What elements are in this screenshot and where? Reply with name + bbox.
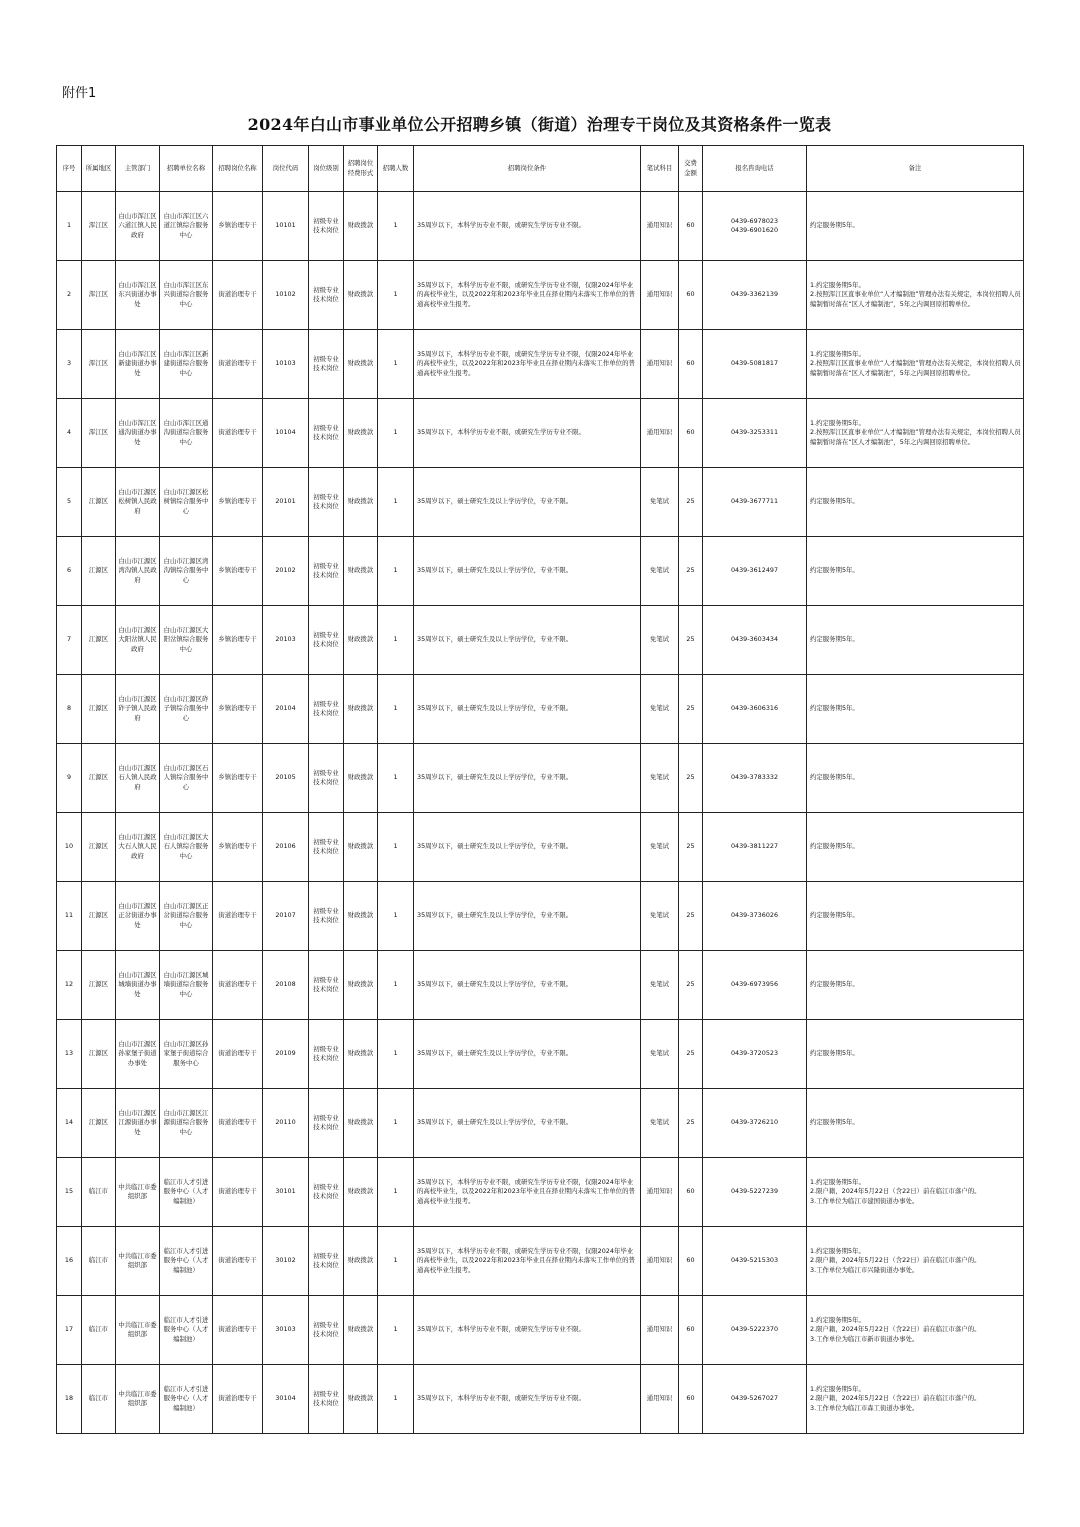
cell-level: 初级专业技术岗位 [309, 951, 344, 1020]
cell-unit: 白山市江源区石人镇综合服务中心 [160, 744, 213, 813]
cell-post-name: 乡镇治理专干 [213, 675, 263, 744]
cell-funding: 财政拨款 [344, 1089, 378, 1158]
cell-count: 1 [378, 744, 414, 813]
table-row [57, 399, 1024, 468]
cell-fee: 60 [679, 1296, 703, 1365]
cell-seq: 5 [57, 468, 82, 537]
cell-fee: 60 [679, 1365, 703, 1434]
cell-dept: 白山市浑江区新建街道办事处 [116, 330, 160, 399]
cell-area: 临江市 [82, 1365, 116, 1434]
cell-count: 1 [378, 1020, 414, 1089]
cell-unit: 白山市江源区湾沟镇综合服务中心 [160, 537, 213, 606]
cell-remarks: 约定服务期5年。 [807, 192, 1024, 261]
cell-dept: 中共临江市委组织部 [116, 1296, 160, 1365]
table-row [57, 1296, 1024, 1365]
header-conditions: 招聘岗位条件 [414, 146, 641, 192]
cell-post-name: 街道治理专干 [213, 1020, 263, 1089]
cell-post-name: 乡镇治理专干 [213, 192, 263, 261]
cell-phone: 0439-3811227 [703, 813, 807, 882]
cell-remarks: 1.约定服务期5年。 2.限户籍，2024年5月22日（含22日）前在临江市落户的。 3.工作单位为临江市建国街道办事处。 [807, 1158, 1024, 1227]
table-row [57, 1020, 1024, 1089]
cell-phone: 0439-6973956 [703, 951, 807, 1020]
cell-exam: 通用知识 [641, 261, 679, 330]
cell-conditions: 35周岁以下，硕士研究生及以上学历学位，专业不限。 [414, 468, 641, 537]
cell-funding: 财政拨款 [344, 192, 378, 261]
cell-area: 江源区 [82, 468, 116, 537]
cell-area: 江源区 [82, 675, 116, 744]
cell-remarks: 1.约定服务期5年。 2.按照浑江区直事业单位“人才编制池”管理办法有关规定，本岗位招聘人员编制暂时落在“区人才编制池”，5年之内调回原招聘单位。 [807, 399, 1024, 468]
cell-fee: 25 [679, 606, 703, 675]
header-remarks: 备注 [807, 146, 1024, 192]
cell-code: 20109 [263, 1020, 309, 1089]
cell-unit: 白山市江源区孙家堡子街道综合服务中心 [160, 1020, 213, 1089]
table-row [57, 537, 1024, 606]
cell-fee: 25 [679, 744, 703, 813]
cell-code: 10101 [263, 192, 309, 261]
table-row [57, 951, 1024, 1020]
cell-post-name: 街道治理专干 [213, 1365, 263, 1434]
cell-dept: 白山市江源区湾沟镇人民政府 [116, 537, 160, 606]
cell-area: 浑江区 [82, 330, 116, 399]
cell-exam: 通用知识 [641, 399, 679, 468]
cell-post-name: 乡镇治理专干 [213, 468, 263, 537]
cell-level: 初级专业技术岗位 [309, 813, 344, 882]
cell-unit: 白山市浑江区六道江镇综合服务中心 [160, 192, 213, 261]
cell-exam: 免笔试 [641, 1089, 679, 1158]
cell-funding: 财政拨款 [344, 261, 378, 330]
cell-remarks: 约定服务期5年。 [807, 744, 1024, 813]
cell-unit: 白山市江源区正岔街道综合服务中心 [160, 882, 213, 951]
cell-fee: 25 [679, 882, 703, 951]
cell-level: 初级专业技术岗位 [309, 330, 344, 399]
cell-seq: 2 [57, 261, 82, 330]
cell-phone: 0439-3783332 [703, 744, 807, 813]
cell-seq: 14 [57, 1089, 82, 1158]
cell-seq: 10 [57, 813, 82, 882]
cell-area: 临江市 [82, 1227, 116, 1296]
cell-area: 临江市 [82, 1296, 116, 1365]
cell-seq: 15 [57, 1158, 82, 1227]
cell-remarks: 约定服务期5年。 [807, 537, 1024, 606]
table-row [57, 1158, 1024, 1227]
cell-funding: 财政拨款 [344, 1296, 378, 1365]
cell-remarks: 1.约定服务期5年。 2.限户籍，2024年5月22日（含22日）前在临江市落户的。 3.工作单位为临江市森工街道办事处。 [807, 1365, 1024, 1434]
cell-dept: 白山市江源区松树镇人民政府 [116, 468, 160, 537]
cell-code: 20110 [263, 1089, 309, 1158]
table-row [57, 882, 1024, 951]
cell-exam: 通用知识 [641, 1158, 679, 1227]
cell-conditions: 35周岁以下，硕士研究生及以上学历学位，专业不限。 [414, 813, 641, 882]
table-row [57, 192, 1024, 261]
cell-code: 20106 [263, 813, 309, 882]
cell-level: 初级专业技术岗位 [309, 1365, 344, 1434]
cell-unit: 白山市浑江区东兴街道综合服务中心 [160, 261, 213, 330]
cell-unit: 临江市人才引进服务中心（人才编制池） [160, 1158, 213, 1227]
cell-fee: 25 [679, 813, 703, 882]
cell-area: 江源区 [82, 813, 116, 882]
cell-level: 初级专业技术岗位 [309, 1227, 344, 1296]
cell-conditions: 35周岁以下，本科学历专业不限，或研究生学历专业不限。 [414, 1365, 641, 1434]
header-post-name: 招聘岗位名称 [213, 146, 263, 192]
cell-remarks: 约定服务期5年。 [807, 951, 1024, 1020]
table-row [57, 1365, 1024, 1434]
cell-phone: 0439-6978023 0439-6901620 [703, 192, 807, 261]
cell-dept: 白山市浑江区通沟街道办事处 [116, 399, 160, 468]
cell-unit: 白山市江源区砟子镇综合服务中心 [160, 675, 213, 744]
cell-phone: 0439-3606316 [703, 675, 807, 744]
cell-seq: 4 [57, 399, 82, 468]
cell-count: 1 [378, 675, 414, 744]
cell-seq: 7 [57, 606, 82, 675]
table-row [57, 1089, 1024, 1158]
header-count: 招聘人数 [378, 146, 414, 192]
document-title: 2024年白山市事业单位公开招聘乡镇（街道）治理专干岗位及其资格条件一览表 [247, 115, 832, 134]
cell-unit: 白山市江源区松树镇综合服务中心 [160, 468, 213, 537]
table-row [57, 744, 1024, 813]
cell-level: 初级专业技术岗位 [309, 882, 344, 951]
cell-seq: 16 [57, 1227, 82, 1296]
cell-dept: 白山市江源区砟子镇人民政府 [116, 675, 160, 744]
cell-unit: 临江市人才引进服务中心（人才编制池） [160, 1227, 213, 1296]
cell-count: 1 [378, 1227, 414, 1296]
cell-count: 1 [378, 330, 414, 399]
cell-level: 初级专业技术岗位 [309, 468, 344, 537]
cell-seq: 1 [57, 192, 82, 261]
cell-unit: 白山市浑江区新建街道综合服务中心 [160, 330, 213, 399]
cell-funding: 财政拨款 [344, 1365, 378, 1434]
cell-funding: 财政拨款 [344, 882, 378, 951]
cell-exam: 通用知识 [641, 1365, 679, 1434]
cell-area: 浑江区 [82, 399, 116, 468]
cell-phone: 0439-3612497 [703, 537, 807, 606]
cell-seq: 13 [57, 1020, 82, 1089]
cell-code: 10104 [263, 399, 309, 468]
cell-count: 1 [378, 882, 414, 951]
cell-area: 江源区 [82, 1020, 116, 1089]
cell-unit: 白山市江源区江源街道综合服务中心 [160, 1089, 213, 1158]
cell-remarks: 约定服务期5年。 [807, 606, 1024, 675]
header-area: 所属地区 [82, 146, 116, 192]
cell-remarks: 1.约定服务期5年。 2.限户籍，2024年5月22日（含22日）前在临江市落户的。 3.工作单位为临江市兴隆街道办事处。 [807, 1227, 1024, 1296]
cell-level: 初级专业技术岗位 [309, 1089, 344, 1158]
table-row [57, 813, 1024, 882]
cell-post-name: 乡镇治理专干 [213, 537, 263, 606]
cell-unit: 白山市浑江区通沟街道综合服务中心 [160, 399, 213, 468]
cell-conditions: 35周岁以下，本科学历专业不限，或研究生学历专业不限，仅限2024年毕业的高校毕业生，以及2022年和2023年毕业且在择业期内未落实工作单位的普通高校毕业生报考。 [414, 1158, 641, 1227]
cell-count: 1 [378, 1089, 414, 1158]
cell-level: 初级专业技术岗位 [309, 675, 344, 744]
cell-conditions: 35周岁以下，硕士研究生及以上学历学位，专业不限。 [414, 882, 641, 951]
cell-conditions: 35周岁以下，本科学历专业不限，或研究生学历专业不限。 [414, 1296, 641, 1365]
cell-conditions: 35周岁以下，硕士研究生及以上学历学位，专业不限。 [414, 1089, 641, 1158]
cell-conditions: 35周岁以下，硕士研究生及以上学历学位，专业不限。 [414, 675, 641, 744]
cell-fee: 60 [679, 399, 703, 468]
cell-code: 30104 [263, 1365, 309, 1434]
cell-funding: 财政拨款 [344, 951, 378, 1020]
cell-count: 1 [378, 468, 414, 537]
cell-area: 江源区 [82, 951, 116, 1020]
cell-funding: 财政拨款 [344, 1227, 378, 1296]
cell-seq: 3 [57, 330, 82, 399]
cell-exam: 免笔试 [641, 1020, 679, 1089]
cell-level: 初级专业技术岗位 [309, 744, 344, 813]
cell-remarks: 约定服务期5年。 [807, 675, 1024, 744]
cell-count: 1 [378, 606, 414, 675]
cell-count: 1 [378, 537, 414, 606]
cell-count: 1 [378, 813, 414, 882]
cell-fee: 60 [679, 330, 703, 399]
cell-conditions: 35周岁以下，硕士研究生及以上学历学位，专业不限。 [414, 951, 641, 1020]
cell-funding: 财政拨款 [344, 675, 378, 744]
cell-unit: 白山市江源区城墙街道综合服务中心 [160, 951, 213, 1020]
header-fee: 交费金额 [679, 146, 703, 192]
cell-funding: 财政拨款 [344, 744, 378, 813]
cell-funding: 财政拨款 [344, 1020, 378, 1089]
cell-exam: 通用知识 [641, 1296, 679, 1365]
cell-code: 30102 [263, 1227, 309, 1296]
cell-fee: 60 [679, 1227, 703, 1296]
cell-dept: 白山市江源区孙家堡子街道办事处 [116, 1020, 160, 1089]
cell-remarks: 1.约定服务期5年。 2.按照浑江区直事业单位“人才编制池”管理办法有关规定，本岗位招聘人员编制暂时落在“区人才编制池”，5年之内调回原招聘单位。 [807, 261, 1024, 330]
cell-phone: 0439-3736026 [703, 882, 807, 951]
cell-fee: 25 [679, 951, 703, 1020]
cell-area: 临江市 [82, 1158, 116, 1227]
cell-funding: 财政拨款 [344, 1158, 378, 1227]
header-code: 岗位代码 [263, 146, 309, 192]
header-exam: 笔试科目 [641, 146, 679, 192]
cell-level: 初级专业技术岗位 [309, 1296, 344, 1365]
cell-conditions: 35周岁以下，硕士研究生及以上学历学位，专业不限。 [414, 744, 641, 813]
cell-dept: 白山市江源区大阳岔镇人民政府 [116, 606, 160, 675]
cell-count: 1 [378, 192, 414, 261]
cell-remarks: 约定服务期5年。 [807, 1020, 1024, 1089]
cell-dept: 白山市江源区正岔街道办事处 [116, 882, 160, 951]
header-phone: 报名咨询电话 [703, 146, 807, 192]
cell-phone: 0439-5227239 [703, 1158, 807, 1227]
cell-unit: 白山市江源区大石人镇综合服务中心 [160, 813, 213, 882]
table-row [57, 261, 1024, 330]
cell-fee: 25 [679, 468, 703, 537]
cell-funding: 财政拨款 [344, 606, 378, 675]
cell-area: 江源区 [82, 882, 116, 951]
cell-level: 初级专业技术岗位 [309, 192, 344, 261]
cell-count: 1 [378, 951, 414, 1020]
cell-dept: 白山市江源区江源街道办事处 [116, 1089, 160, 1158]
cell-dept: 白山市浑江区东兴街道办事处 [116, 261, 160, 330]
cell-post-name: 街道治理专干 [213, 1227, 263, 1296]
cell-count: 1 [378, 399, 414, 468]
header-seq: 序号 [57, 146, 82, 192]
table-row [57, 330, 1024, 399]
header-unit: 招聘单位名称 [160, 146, 213, 192]
cell-post-name: 街道治理专干 [213, 330, 263, 399]
header-level: 岗位级别 [309, 146, 344, 192]
cell-funding: 财政拨款 [344, 468, 378, 537]
cell-conditions: 35周岁以下，本科学历专业不限，或研究生学历专业不限，仅限2024年毕业的高校毕业生，以及2022年和2023年毕业且在择业期内未落实工作单位的普通高校毕业生报考。 [414, 261, 641, 330]
cell-funding: 财政拨款 [344, 537, 378, 606]
cell-level: 初级专业技术岗位 [309, 261, 344, 330]
cell-code: 20102 [263, 537, 309, 606]
cell-post-name: 街道治理专干 [213, 882, 263, 951]
cell-post-name: 乡镇治理专干 [213, 813, 263, 882]
cell-unit: 临江市人才引进服务中心（人才编制池） [160, 1365, 213, 1434]
header-funding: 招聘岗位经费形式 [344, 146, 378, 192]
cell-phone: 0439-5222370 [703, 1296, 807, 1365]
cell-seq: 12 [57, 951, 82, 1020]
cell-phone: 0439-3603434 [703, 606, 807, 675]
cell-fee: 25 [679, 537, 703, 606]
cell-area: 江源区 [82, 537, 116, 606]
cell-code: 20105 [263, 744, 309, 813]
cell-post-name: 街道治理专干 [213, 1158, 263, 1227]
cell-area: 江源区 [82, 744, 116, 813]
cell-exam: 免笔试 [641, 951, 679, 1020]
cell-conditions: 35周岁以下，硕士研究生及以上学历学位，专业不限。 [414, 1020, 641, 1089]
cell-post-name: 街道治理专干 [213, 1296, 263, 1365]
cell-post-name: 街道治理专干 [213, 399, 263, 468]
cell-phone: 0439-3726210 [703, 1089, 807, 1158]
cell-count: 1 [378, 261, 414, 330]
cell-conditions: 35周岁以下，硕士研究生及以上学历学位，专业不限。 [414, 537, 641, 606]
cell-fee: 25 [679, 675, 703, 744]
cell-exam: 免笔试 [641, 537, 679, 606]
cell-exam: 通用知识 [641, 1227, 679, 1296]
cell-level: 初级专业技术岗位 [309, 399, 344, 468]
cell-area: 江源区 [82, 1089, 116, 1158]
cell-exam: 免笔试 [641, 882, 679, 951]
cell-remarks: 约定服务期5年。 [807, 813, 1024, 882]
cell-area: 浑江区 [82, 192, 116, 261]
cell-unit: 白山市江源区大阳岔镇综合服务中心 [160, 606, 213, 675]
cell-count: 1 [378, 1158, 414, 1227]
cell-conditions: 35周岁以下，本科学历专业不限，或研究生学历专业不限。 [414, 192, 641, 261]
cell-remarks: 1.约定服务期5年。 2.按照浑江区直事业单位“人才编制池”管理办法有关规定，本岗位招聘人员编制暂时落在“区人才编制池”，5年之内调回原招聘单位。 [807, 330, 1024, 399]
table-row [57, 468, 1024, 537]
cell-phone: 0439-5267027 [703, 1365, 807, 1434]
cell-seq: 9 [57, 744, 82, 813]
cell-level: 初级专业技术岗位 [309, 1158, 344, 1227]
cell-area: 江源区 [82, 606, 116, 675]
cell-exam: 免笔试 [641, 744, 679, 813]
cell-post-name: 街道治理专干 [213, 951, 263, 1020]
cell-dept: 白山市江源区城墙街道办事处 [116, 951, 160, 1020]
cell-remarks: 约定服务期5年。 [807, 882, 1024, 951]
cell-code: 20103 [263, 606, 309, 675]
table-row [57, 1227, 1024, 1296]
cell-dept: 白山市江源区大石人镇人民政府 [116, 813, 160, 882]
cell-area: 浑江区 [82, 261, 116, 330]
attachment-label: 附件1 [62, 86, 97, 101]
cell-code: 10103 [263, 330, 309, 399]
cell-conditions: 35周岁以下，本科学历专业不限，或研究生学历专业不限，仅限2024年毕业的高校毕业生，以及2022年和2023年毕业且在择业期内未落实工作单位的普通高校毕业生报考。 [414, 1227, 641, 1296]
cell-code: 20101 [263, 468, 309, 537]
cell-level: 初级专业技术岗位 [309, 606, 344, 675]
cell-fee: 60 [679, 1158, 703, 1227]
table-row [57, 606, 1024, 675]
cell-funding: 财政拨款 [344, 399, 378, 468]
cell-phone: 0439-5215303 [703, 1227, 807, 1296]
cell-phone: 0439-3720523 [703, 1020, 807, 1089]
cell-conditions: 35周岁以下，本科学历专业不限，或研究生学历专业不限。 [414, 399, 641, 468]
cell-phone: 0439-5081817 [703, 330, 807, 399]
cell-remarks: 约定服务期5年。 [807, 468, 1024, 537]
cell-code: 20107 [263, 882, 309, 951]
cell-seq: 17 [57, 1296, 82, 1365]
cell-fee: 60 [679, 261, 703, 330]
cell-dept: 中共临江市委组织部 [116, 1158, 160, 1227]
cell-dept: 白山市浑江区六道江镇人民政府 [116, 192, 160, 261]
cell-level: 初级专业技术岗位 [309, 1020, 344, 1089]
cell-funding: 财政拨款 [344, 813, 378, 882]
cell-unit: 临江市人才引进服务中心（人才编制池） [160, 1296, 213, 1365]
cell-dept: 白山市江源区石人镇人民政府 [116, 744, 160, 813]
cell-post-name: 街道治理专干 [213, 1089, 263, 1158]
cell-phone: 0439-3677711 [703, 468, 807, 537]
cell-count: 1 [378, 1296, 414, 1365]
cell-code: 30101 [263, 1158, 309, 1227]
cell-funding: 财政拨款 [344, 330, 378, 399]
cell-exam: 通用知识 [641, 330, 679, 399]
cell-remarks: 1.约定服务期5年。 2.限户籍，2024年5月22日（含22日）前在临江市落户的。 3.工作单位为临江市新市街道办事处。 [807, 1296, 1024, 1365]
cell-seq: 11 [57, 882, 82, 951]
cell-seq: 8 [57, 675, 82, 744]
header-dept: 主管部门 [116, 146, 160, 192]
table-row [57, 675, 1024, 744]
cell-remarks: 约定服务期5年。 [807, 1089, 1024, 1158]
cell-post-name: 乡镇治理专干 [213, 744, 263, 813]
cell-fee: 60 [679, 192, 703, 261]
cell-conditions: 35周岁以下，本科学历专业不限，或研究生学历专业不限，仅限2024年毕业的高校毕业生，以及2022年和2023年毕业且在择业期内未落实工作单位的普通高校毕业生报考。 [414, 330, 641, 399]
cell-exam: 免笔试 [641, 813, 679, 882]
cell-code: 20104 [263, 675, 309, 744]
cell-seq: 18 [57, 1365, 82, 1434]
cell-dept: 中共临江市委组织部 [116, 1227, 160, 1296]
cell-fee: 25 [679, 1020, 703, 1089]
cell-exam: 通用知识 [641, 192, 679, 261]
cell-post-name: 街道治理专干 [213, 261, 263, 330]
cell-code: 30103 [263, 1296, 309, 1365]
cell-code: 10102 [263, 261, 309, 330]
table-header-row [57, 146, 1024, 192]
cell-exam: 免笔试 [641, 675, 679, 744]
cell-phone: 0439-3253311 [703, 399, 807, 468]
recruitment-table [56, 145, 1024, 1434]
cell-dept: 中共临江市委组织部 [116, 1365, 160, 1434]
cell-level: 初级专业技术岗位 [309, 537, 344, 606]
table-body [57, 192, 1024, 1434]
cell-phone: 0439-3362139 [703, 261, 807, 330]
cell-post-name: 乡镇治理专干 [213, 606, 263, 675]
cell-conditions: 35周岁以下，硕士研究生及以上学历学位，专业不限。 [414, 606, 641, 675]
cell-code: 20108 [263, 951, 309, 1020]
cell-seq: 6 [57, 537, 82, 606]
cell-exam: 免笔试 [641, 468, 679, 537]
cell-fee: 25 [679, 1089, 703, 1158]
cell-exam: 免笔试 [641, 606, 679, 675]
cell-count: 1 [378, 1365, 414, 1434]
